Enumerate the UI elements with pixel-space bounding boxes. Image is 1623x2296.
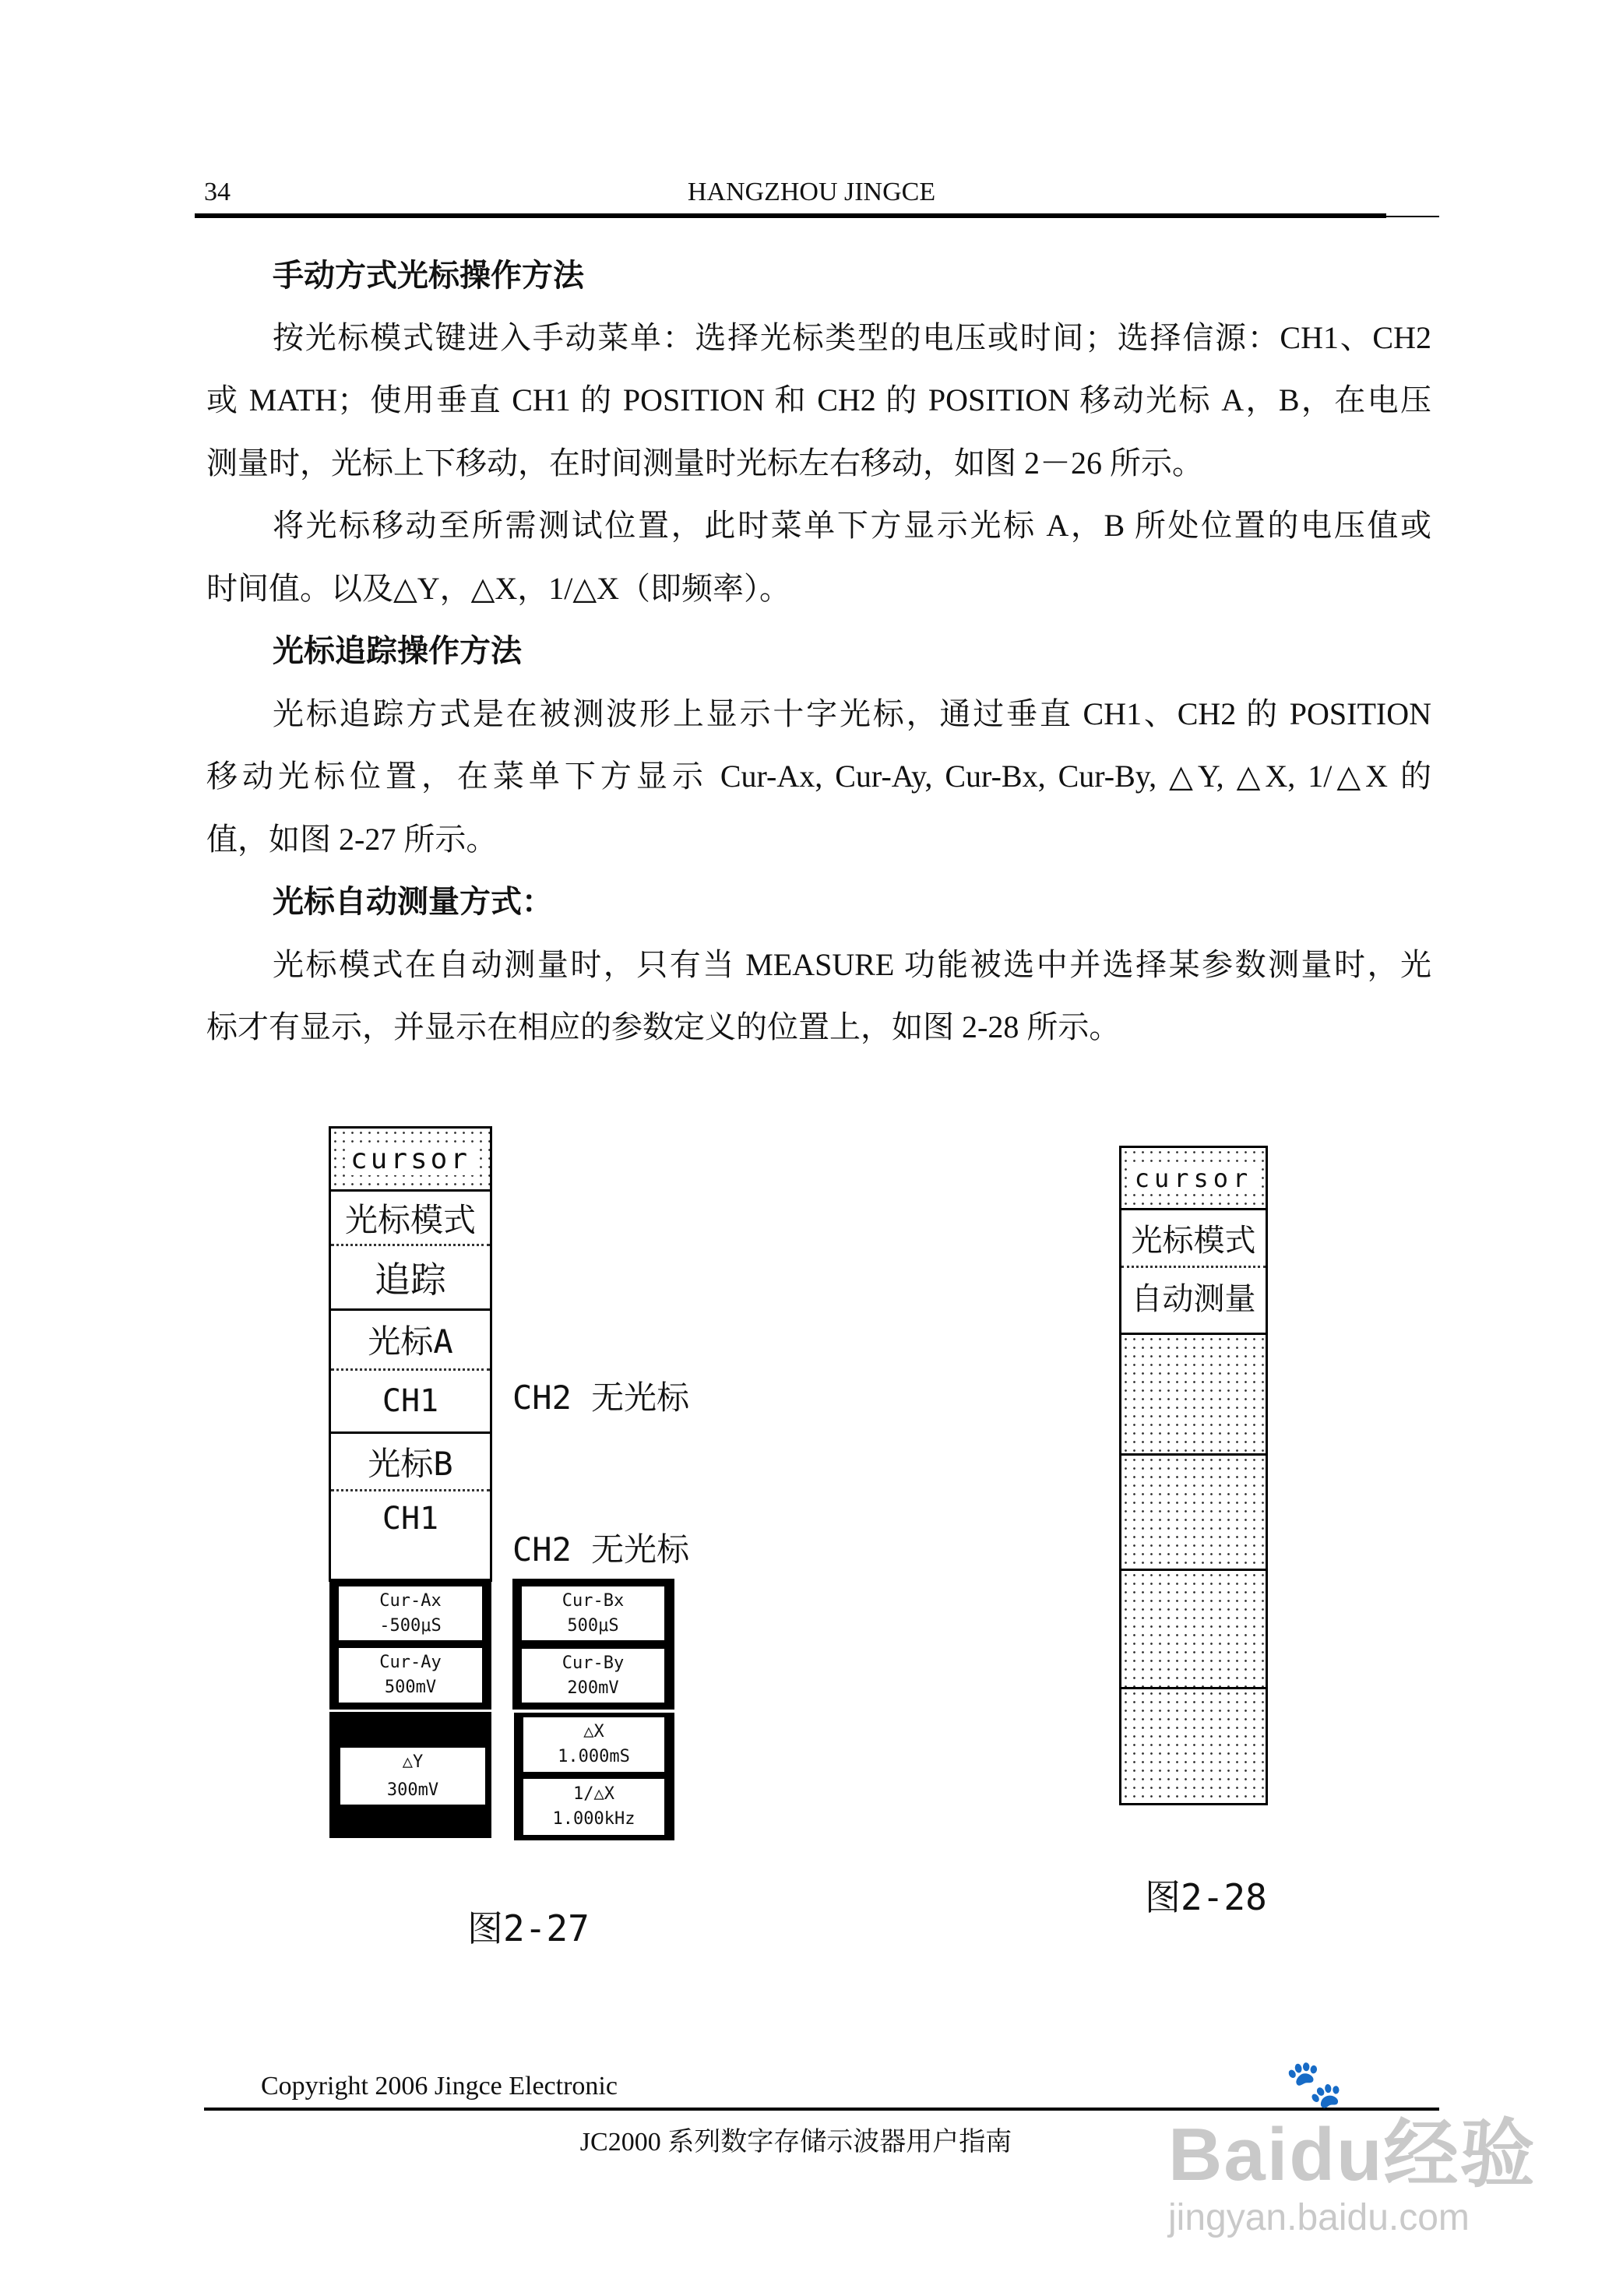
- paragraph-line: 或 MATH；使用垂直 CH1 的 POSITION 和 CH2 的 POSITION 移动光标 A，B，在电压: [206, 382, 1431, 417]
- menu-option-auto-measure[interactable]: 自动测量: [1121, 1266, 1266, 1325]
- readout-cur-by: [522, 1649, 664, 1703]
- readout-label: Cur-Bx: [562, 1590, 625, 1611]
- readout-label: △Y: [402, 1752, 424, 1772]
- menu-label-cursor-mode: 光标模式: [1121, 1208, 1266, 1266]
- paragraph-line: 移动光标位置，在菜单下方显示 Cur-Ax, Cur-Ay, Cur-Bx, Cur-By, △Y, △X, 1/△X 的: [206, 759, 1431, 794]
- readout-label: 1/△X: [573, 1784, 614, 1804]
- empty-menu-slot: [1121, 1687, 1266, 1803]
- menu-label-cursor-a: 光标A: [331, 1308, 490, 1368]
- heading-cursor-tracking: 光标追踪操作方法: [273, 633, 522, 668]
- paragraph-line: 时间值。以及△Y，△X，1/△X（即频率）。: [206, 571, 791, 606]
- menu-title-label: cursor: [1132, 1164, 1256, 1193]
- paragraph-line: 标才有显示，并显示在相应的参数定义的位置上，如图 2-28 所示。: [206, 1009, 1121, 1044]
- empty-menu-slot: [1121, 1453, 1266, 1569]
- paragraph-line: 按光标模式键进入手动菜单：选择光标类型的电压或时间；选择信源：CH1、CH2: [273, 320, 1431, 355]
- readout-label: Cur-Ax: [379, 1590, 442, 1611]
- baidu-watermark-logo: Baidu经验: [1168, 2113, 1537, 2196]
- watermark-url: jingyan.baidu.com: [1168, 2197, 1470, 2238]
- readout-cur-bx: [522, 1586, 664, 1640]
- menu-title-cursor: [1121, 1148, 1266, 1208]
- empty-menu-slot: [1121, 1333, 1266, 1453]
- running-header: HANGZHOU JINGCE: [687, 178, 936, 206]
- cursor-menu-column: [329, 1126, 492, 1582]
- page-number: 34: [204, 178, 231, 206]
- footer-title: JC2000 系列数字存储示波器用户指南: [579, 2128, 1012, 2157]
- paragraph-line: 将光标移动至所需测试位置，此时菜单下方显示光标 A，B 所处位置的电压值或: [273, 508, 1431, 543]
- menu-label-cursor-mode: 光标模式: [331, 1189, 490, 1244]
- readout-value: 200mV: [567, 1678, 619, 1698]
- paragraph-line: 光标模式在自动测量时，只有当 MEASURE 功能被选中并选择某参数测量时，光: [273, 947, 1431, 982]
- paragraph-line: 光标追踪方式是在被测波形上显示十字光标，通过垂直 CH1、CH2 的 POSITION: [273, 696, 1431, 731]
- menu-option-cursor-a-source[interactable]: CH1: [331, 1368, 490, 1431]
- figure-caption-2-28: 图2-28: [1145, 1876, 1267, 1918]
- readout-value: 500mV: [384, 1678, 437, 1697]
- readout-label: Cur-By: [562, 1653, 625, 1673]
- menu-title-label: cursor: [347, 1143, 474, 1175]
- menu-option-cursor-b-source[interactable]: CH1: [331, 1489, 490, 1579]
- header-rule: [195, 213, 1386, 218]
- readout-value: 1.000mS: [558, 1747, 630, 1766]
- heading-manual-cursor: 手动方式光标操作方法: [273, 258, 584, 293]
- readout-delta-x: [523, 1717, 664, 1772]
- menu-label-cursor-b: 光标B: [331, 1431, 490, 1489]
- paw-icon: 🐾: [1285, 2058, 1343, 2110]
- figure-caption-2-27: 图2-27: [467, 1907, 590, 1949]
- cursor-b-alt-label: CH2 无光标: [512, 1530, 690, 1569]
- header-rule-end: [1386, 216, 1439, 217]
- readout-value: 300mV: [386, 1780, 439, 1800]
- readout-value: 500μS: [567, 1615, 619, 1636]
- readout-delta-y: [340, 1748, 485, 1805]
- readout-inv-delta-x: [523, 1779, 664, 1835]
- paragraph-line: 测量时，光标上下移动，在时间测量时光标左右移动，如图 2－26 所示。: [206, 445, 1203, 481]
- paragraph-line: 值，如图 2-27 所示。: [206, 822, 498, 857]
- menu-option-tracking[interactable]: 追踪: [331, 1244, 490, 1308]
- menu-title-cursor: [331, 1129, 490, 1189]
- copyright-notice: Copyright 2006 Jingce Electronic: [261, 2072, 618, 2101]
- cursor-a-alt-label: CH2 无光标: [512, 1379, 690, 1417]
- heading-auto-measure: 光标自动测量方式：: [273, 884, 553, 919]
- empty-menu-slot: [1121, 1569, 1266, 1687]
- readout-cur-ay: [339, 1648, 482, 1703]
- readout-value: -500μS: [379, 1615, 442, 1636]
- readout-cur-ax: [339, 1586, 482, 1640]
- readout-label: Cur-Ay: [379, 1653, 442, 1672]
- auto-measure-menu-column: [1119, 1146, 1268, 1805]
- readout-value: 1.000kHz: [552, 1809, 635, 1829]
- readout-label: △X: [583, 1722, 604, 1741]
